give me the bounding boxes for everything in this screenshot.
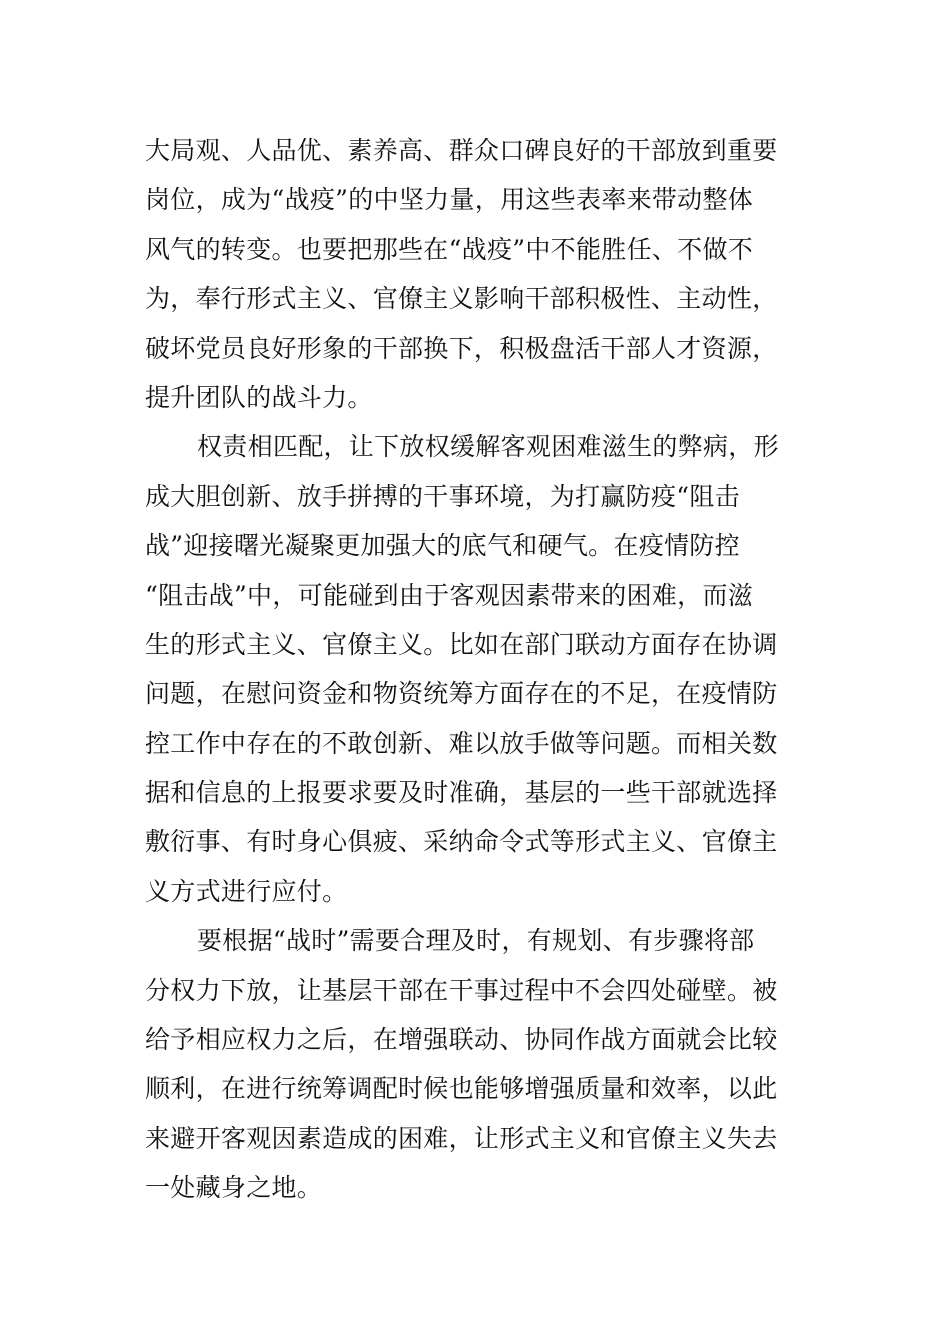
paragraph-first-line: 权责相匹配，让下放权缓解客观困难滋生的弊病，形: [197, 432, 779, 462]
paragraph-first-line: 要根据“战时”需要合理及时，有规划、有步骤将部: [197, 926, 755, 956]
text-line: 顺利，在进行统筹调配时候也能够增强质量和效率，以此: [145, 1074, 778, 1104]
text-line: 战”迎接曙光凝聚更加强大的底气和硬气。在疫情防控: [145, 531, 740, 561]
text-line: 义方式进行应付。: [145, 876, 348, 906]
text-line: 问题，在慰问资金和物资统筹方面存在的不足，在疫情防: [145, 679, 778, 709]
text-line: 敷衍事、有时身心俱疲、采纳命令式等形式主义、官僚主: [145, 827, 778, 857]
text-line: 风气的转变。也要把那些在“战疫”中不能胜任、不做不: [145, 234, 754, 264]
text-line: 分权力下放，让基层干部在干事过程中不会四处碰壁。被: [145, 975, 778, 1005]
text-line: 生的形式主义、官僚主义。比如在部门联动方面存在协调: [145, 629, 778, 659]
text-line: 一处藏身之地。: [145, 1173, 323, 1203]
document-body: [145, 126, 810, 1213]
text-line: 破坏党员良好形象的干部换下，积极盘活干部人才资源，: [145, 333, 778, 363]
text-line: 成大胆创新、放手拼搏的干事环境，为打赢防疫“阻击: [145, 481, 740, 511]
text-line: 控工作中存在的不敢创新、难以放手做等问题。而相关数: [145, 728, 778, 758]
text-line: 岗位，成为“战疫”的中坚力量，用这些表率来带动整体: [145, 185, 754, 215]
text-line: 给予相应权力之后，在增强联动、协同作战方面就会比较: [145, 1025, 778, 1055]
text-line: 为，奉行形式主义、官僚主义影响干部积极性、主动性，: [145, 284, 778, 314]
text-line: 来避开客观因素造成的困难，让形式主义和官僚主义失去: [145, 1123, 778, 1153]
text-line: 据和信息的上报要求要及时准确，基层的一些干部就选择: [145, 778, 778, 808]
text-line: “阻击战”中，可能碰到由于客观因素带来的困难，而滋: [145, 580, 754, 610]
text-line: 大局观、人品优、素养高、群众口碑良好的干部放到重要: [145, 136, 778, 165]
text-line: 提升团队的战斗力。: [145, 382, 373, 412]
